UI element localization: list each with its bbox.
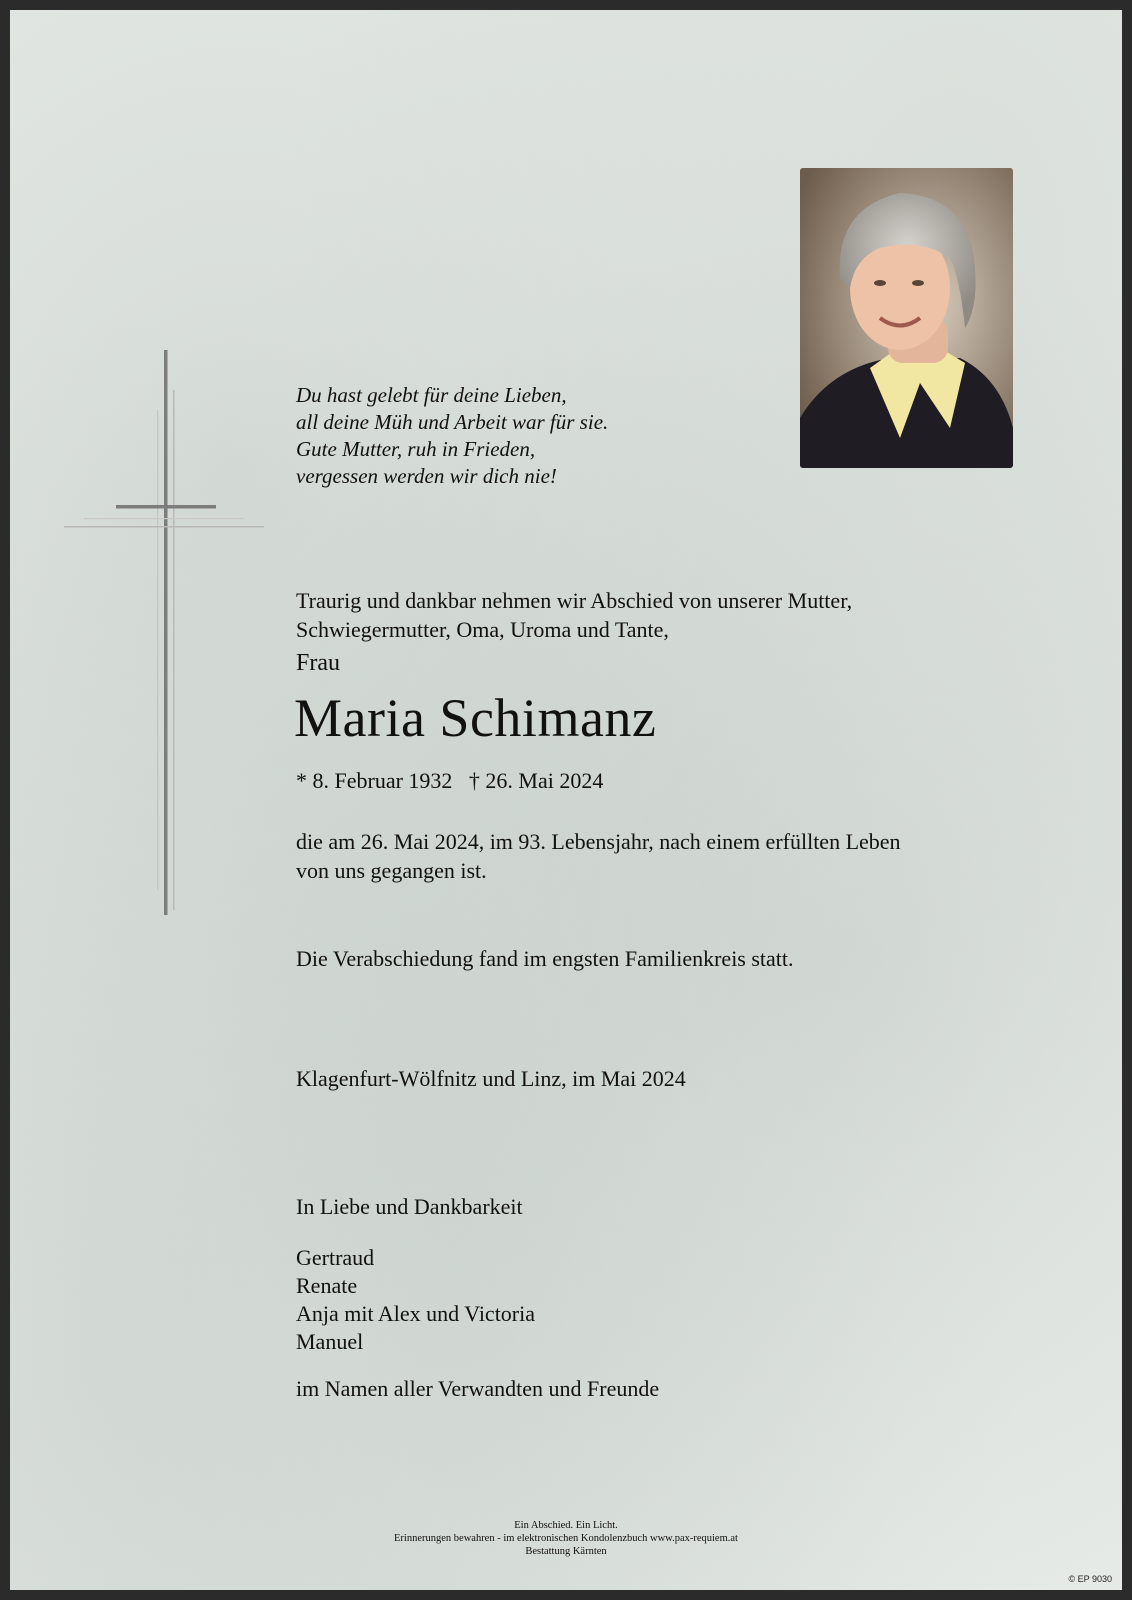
- intro-text: [296, 586, 852, 644]
- obituary-card: [10, 10, 1122, 1590]
- poem-line: vergessen werden wir dich nie!: [296, 464, 557, 488]
- mourner-name: Renate: [296, 1273, 358, 1298]
- print-code: © EP 9030: [1068, 1574, 1112, 1584]
- poem: [296, 382, 608, 490]
- mourner-list: [296, 1244, 535, 1356]
- mourner-name: Manuel: [296, 1329, 364, 1354]
- cross-icon: [60, 350, 270, 930]
- title-prefix: Frau: [296, 650, 340, 676]
- poem-line: Gute Mutter, ruh in Frieden,: [296, 437, 536, 461]
- life-dates: * 8. Februar 1932 † 26. Mai 2024: [296, 768, 604, 793]
- body-line: von uns gegangen ist.: [296, 858, 487, 883]
- place-date: Klagenfurt-Wölfnitz und Linz, im Mai 2024: [296, 1066, 686, 1091]
- intro-line: Traurig und dankbar nehmen wir Abschied von unserer Mutter,: [296, 588, 853, 613]
- portrait-photo: [800, 168, 1013, 468]
- farewell-note: Die Verabschiedung fand im engsten Familienkreis statt.: [296, 946, 794, 971]
- deceased-name: Maria Schimanz: [294, 688, 657, 748]
- closing-line: In Liebe und Dankbarkeit: [296, 1194, 523, 1219]
- poem-line: Du hast gelebt für deine Lieben,: [296, 383, 567, 407]
- mourner-name: Gertraud: [296, 1245, 375, 1270]
- on-behalf-line: im Namen aller Verwandten und Freunde: [296, 1376, 660, 1401]
- footer-slogan: Ein Abschied. Ein Licht.: [514, 1520, 618, 1531]
- poem-line: all deine Müh und Arbeit war für sie.: [296, 410, 609, 434]
- footer: [10, 1519, 1122, 1558]
- footer-undertaker: Bestattung Kärnten: [525, 1546, 607, 1557]
- footer-condolence: Erinnerungen bewahren - im elektronischen Kondolenzbuch www.pax-requiem.at: [394, 1533, 738, 1544]
- intro-line: Schwiegermutter, Oma, Uroma und Tante,: [296, 617, 669, 642]
- body-text: [296, 827, 901, 885]
- body-line: die am 26. Mai 2024, im 93. Lebensjahr, nach einem erfüllten Leben: [296, 829, 901, 854]
- mourner-name: Anja mit Alex und Victoria: [296, 1301, 536, 1326]
